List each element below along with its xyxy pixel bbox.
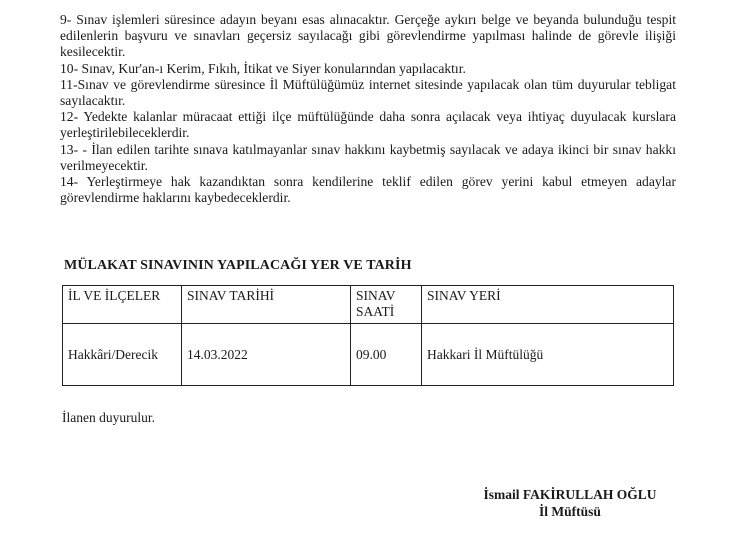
rule-item: 10- Sınav, Kur'an-ı Kerim, Fıkıh, İtikat ve Siyer konularından yapılacaktır. (60, 60, 466, 76)
announcement-text: İlanen duyurulur. (62, 410, 155, 425)
table-header-row (63, 286, 674, 324)
rule-item: 13- - İlan edilen tarihte sınava katılmayanlar sınav hakkını kaybetmiş sayılacak ve adaya ikinci bir sınav hakkı verilmeyecektir. (60, 141, 676, 173)
header-province: İL VE İLÇELER (63, 286, 182, 324)
rule-item: 11-Sınav ve görevlendirme süresince İl Müftülüğümüz internet sitesinde yapılacak olan tüm duyurular tebligat sayılacaktır. (60, 76, 676, 109)
section-title: MÜLAKAT SINAVININ YAPILACAĞI YER VE TARİH (64, 258, 412, 273)
cell-date: 14.03.2022 (182, 324, 351, 386)
rule-item: 14- Yerleştirmeye hak kazandıktan sonra kendilerine teklif edilen görev yerini kabul etmeyen adaylar görevlendirme haklarını kaybedeceklerdir. (60, 174, 676, 206)
table-row (63, 324, 674, 386)
cell-province: Hakkâri/Derecik (63, 324, 182, 386)
header-date: SINAV TARİHİ (182, 286, 351, 324)
signature-block (440, 486, 700, 520)
signatory-name: İsmail FAKİRULLAH OĞLU (483, 487, 657, 502)
cell-place: Hakkari İl Müftülüğü (422, 324, 674, 386)
rule-item: 9- Sınav işlemleri süresince adayın beyanı esas alınacaktır. Gerçeğe aykırı belge ve beyanda bulunduğu tespit edilenlerin başvuru ve sınavları geçersiz sayılacağı gibi görevlendirme yapılması halinde de görevle ilişiği kesilecektir. (60, 12, 676, 60)
header-time-line1: SINAV (356, 288, 396, 303)
rules-list (60, 12, 676, 206)
header-place: SINAV YERİ (422, 286, 674, 324)
header-time-line2: SAATİ (356, 304, 395, 319)
exam-schedule-table (62, 285, 674, 386)
header-time (351, 286, 422, 324)
cell-time: 09.00 (351, 324, 422, 386)
signatory-title: İl Müftüsü (539, 504, 601, 519)
rule-item: 12- Yedekte kalanlar müracaat ettiği ilçe müftülüğünde daha sonra açılacak veya ihtiyaç duyulacak kurslara yerleştirilebileceklerdir. (60, 109, 676, 141)
